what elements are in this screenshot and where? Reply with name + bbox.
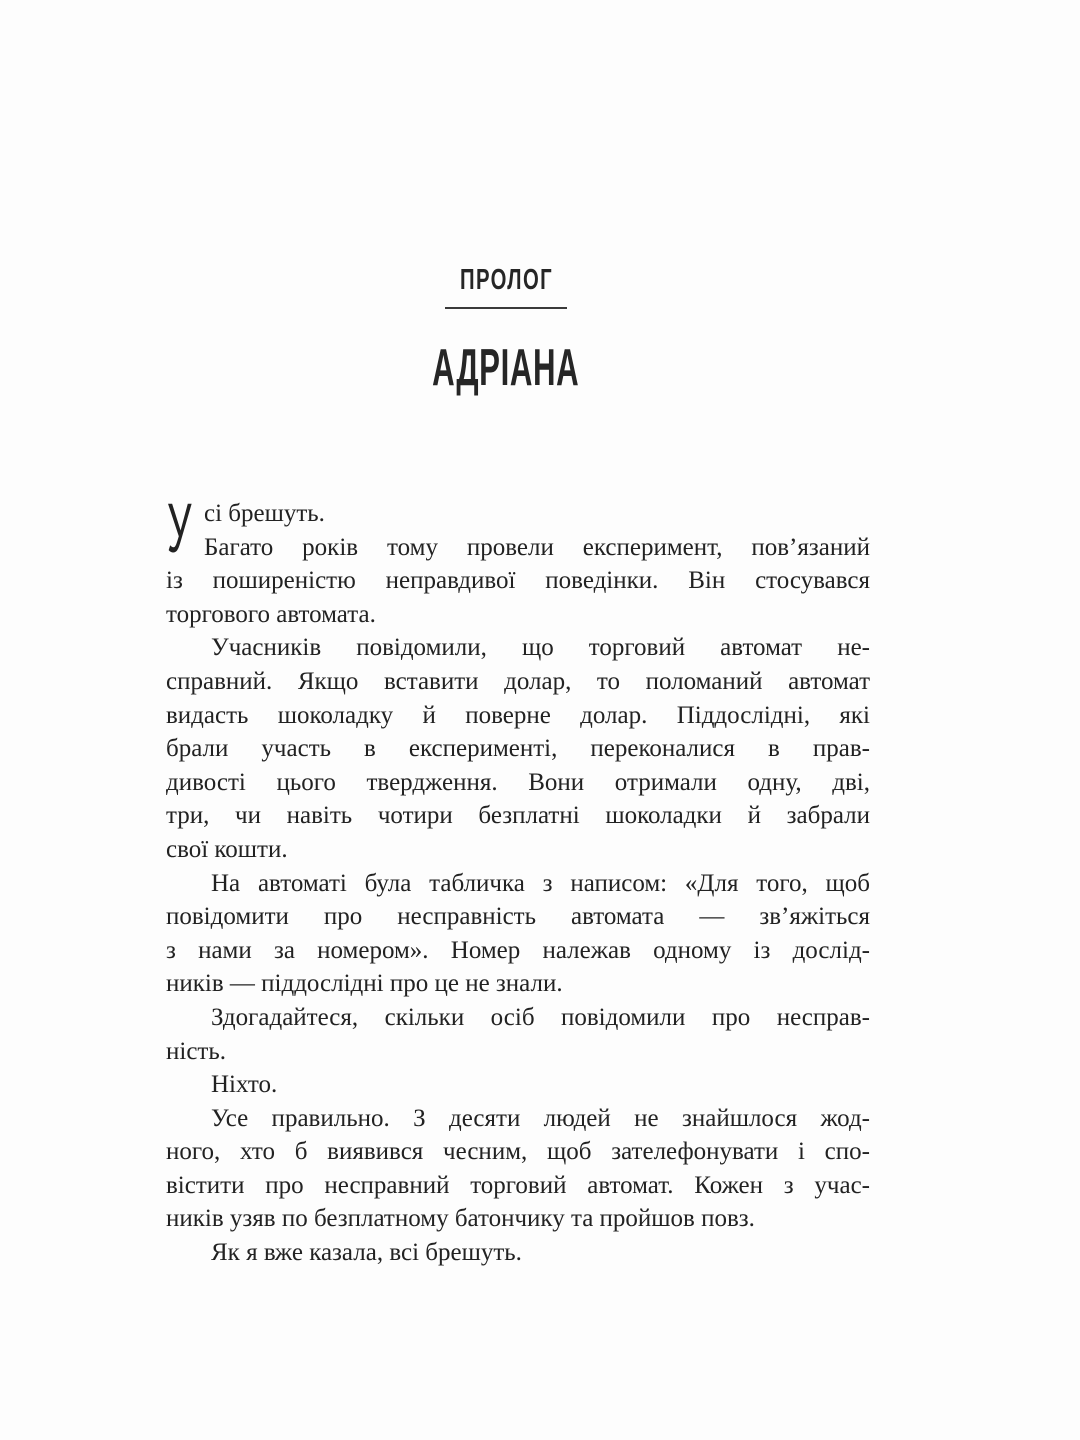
text-line: дивості цього твердження. Вони отримали одну, дві,: [166, 768, 870, 796]
drop-cap: У: [167, 489, 192, 567]
chapter-title-text: АДРІАНА: [432, 339, 580, 397]
paragraph: [166, 867, 870, 1001]
chapter-title: [154, 339, 858, 397]
body-text: [166, 497, 870, 1270]
text-line: Ніхто.: [211, 1071, 278, 1099]
text-line: торгового автомата.: [166, 600, 376, 628]
paragraph: [166, 1236, 870, 1270]
heading-divider: [445, 307, 567, 309]
text-line: з нами за номером». Номер належав одному із дослід-: [166, 936, 870, 964]
paragraph: [166, 631, 870, 866]
paragraph: [166, 1068, 870, 1102]
text-line: ного, хто б виявився чесним, щоб зателефонувати і спо-: [166, 1138, 870, 1166]
text-line: брали участь в експерименті, переконалися в прав-: [166, 735, 870, 763]
chapter-kicker-text: ПРОЛОГ: [459, 264, 553, 296]
text-line: видасть шоколадку й поверне долар. Піддослідні, які: [166, 701, 870, 729]
chapter-kicker: [154, 266, 858, 295]
text-line: Учасників повідомили, що торговий автомат не-: [211, 634, 870, 662]
text-line: справний. Якщо вставити долар, то поломаний автомат: [166, 667, 870, 695]
text-line: ників — піддослідні про це не знали.: [166, 970, 563, 998]
paragraph: [166, 1001, 870, 1068]
text-line: Здогадайтеся, скільки осіб повідомили про несправ-: [211, 1003, 870, 1031]
text-line: повідомити про несправність автомата — зв’яжіться: [166, 903, 870, 931]
text-line: сі брешуть.: [204, 500, 325, 527]
paragraph: [166, 1102, 870, 1236]
text-line: ників узяв по безплатному батончику та пройшов повз.: [166, 1205, 755, 1233]
paragraph: [166, 531, 870, 632]
text-line: вістити про несправний торговий автомат. Кожен з учас-: [166, 1171, 870, 1199]
text-line: ність.: [166, 1037, 226, 1065]
text-line: Багато років тому провели експеримент, пов’язаний: [204, 533, 870, 561]
text-line: На автоматі була табличка з написом: «Для того, щоб: [211, 869, 870, 897]
text-line: Усе правильно. З десяти людей не знайшлося жод-: [211, 1104, 870, 1132]
text-line: Як я вже казала, всі брешуть.: [211, 1239, 522, 1267]
text-line: три, чи навіть чотири безплатні шоколадки й забрали: [166, 802, 870, 830]
text-line: свої кошти.: [166, 835, 288, 863]
text-line: із поширеністю неправдивої поведінки. Він стосувався: [166, 567, 870, 595]
paragraph: [166, 497, 870, 531]
